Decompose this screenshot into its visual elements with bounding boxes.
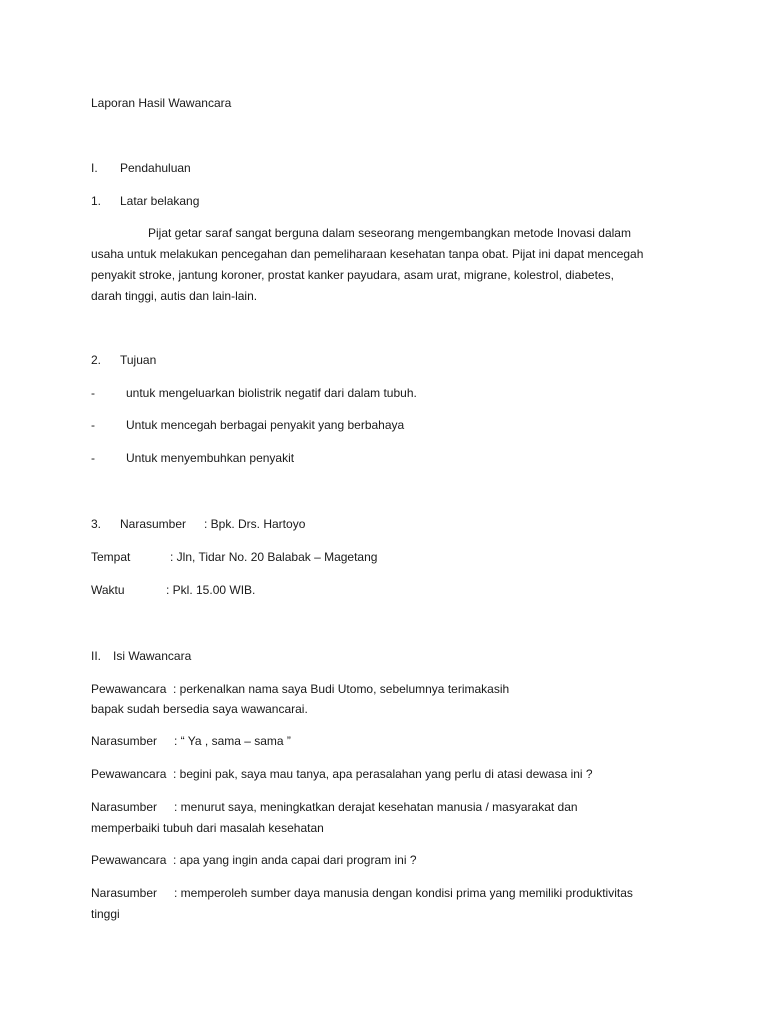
goal-bullet: - [91, 386, 95, 400]
narasumber-value: : Bpk. Drs. Hartoyo [204, 517, 306, 531]
dialog-text-continued: memperbaiki tubuh dari masalah kesehatan [91, 821, 324, 835]
dialog-text: : “ Ya , sama – sama ” [174, 734, 291, 748]
dialog-speaker: Narasumber [91, 734, 158, 748]
dialog-text: : memperoleh sumber daya manusia dengan kondisi prima yang memiliki produktivitas [174, 886, 633, 900]
subsection-1-heading: Latar belakang [120, 194, 200, 208]
tempat-value: : Jln, Tidar No. 20 Balabak – Magetang [170, 550, 378, 564]
subsection-2-heading: Tujuan [120, 353, 157, 367]
paragraph-line: Pijat getar saraf sangat berguna dalam seseorang mengembangkan metode Inovasi dalam [148, 226, 631, 240]
subsection-3-number: 3. [91, 517, 102, 531]
section-2-number: II. [91, 649, 102, 663]
waktu-label: Waktu [91, 583, 125, 597]
waktu-value: : Pkl. 15.00 WIB. [166, 583, 256, 597]
dialog-speaker: Narasumber [91, 800, 158, 814]
subsection-3-heading: Narasumber [120, 517, 187, 531]
paragraph-line: darah tinggi, autis dan lain-lain. [91, 289, 258, 303]
paragraph-line: penyakit stroke, jantung koroner, prostat kanker payudara, asam urat, migrane, kolestrol, diabetes, [91, 268, 614, 282]
dialog-text: : apa yang ingin anda capai dari program ini ? [173, 853, 417, 867]
dialog-speaker: Pewawancara [91, 767, 167, 781]
dialog-text-continued: bapak sudah bersedia saya wawancarai. [91, 702, 308, 716]
document-title: Laporan Hasil Wawancara [91, 96, 232, 110]
goal-item: Untuk menyembuhkan penyakit [126, 451, 295, 465]
dialog-text: : begini pak, saya mau tanya, apa perasalahan yang perlu di atasi dewasa ini ? [173, 767, 593, 781]
tempat-label: Tempat [91, 550, 131, 564]
dialog-speaker: Narasumber [91, 886, 158, 900]
section-2-heading: Isi Wawancara [113, 649, 192, 663]
goal-bullet: - [91, 418, 95, 432]
subsection-2-number: 2. [91, 353, 102, 367]
paragraph-line: usaha untuk melakukan pencegahan dan pemeliharaan kesehatan tanpa obat. Pijat ini dapat mencegah [91, 247, 644, 261]
goal-item: Untuk mencegah berbagai penyakit yang berbahaya [126, 418, 405, 432]
goal-bullet: - [91, 451, 95, 465]
dialog-text-continued: tinggi [91, 907, 120, 921]
section-1-number: I. [91, 161, 98, 175]
section-1-heading: Pendahuluan [120, 161, 191, 175]
dialog-speaker: Pewawancara [91, 853, 167, 867]
subsection-1-number: 1. [91, 194, 102, 208]
dialog-text: : menurut saya, meningkatkan derajat kesehatan manusia / masyarakat dan [174, 800, 578, 814]
goal-item: untuk mengeluarkan biolistrik negatif dari dalam tubuh. [126, 386, 417, 400]
dialog-speaker: Pewawancara [91, 682, 167, 696]
dialog-text: : perkenalkan nama saya Budi Utomo, sebelumnya terimakasih [173, 682, 510, 696]
